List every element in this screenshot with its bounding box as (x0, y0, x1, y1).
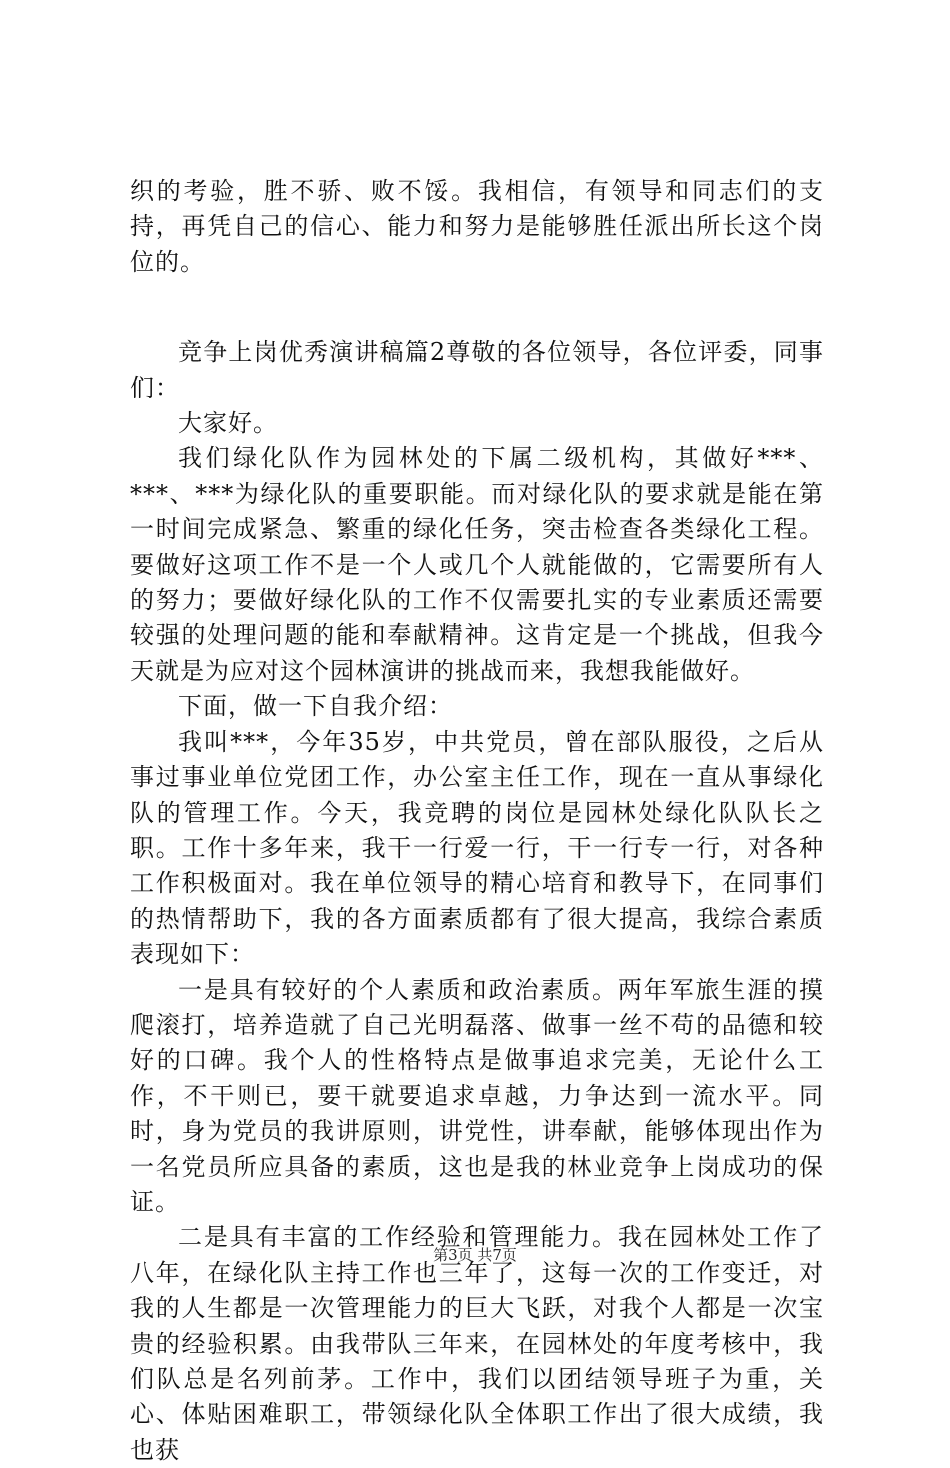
paragraph: 一是具有较好的个人素质和政治素质。两年军旅生涯的摸爬滚打，培养造就了自己光明磊落、做事一丝不苟的品德和较好的口碑。我个人的性格特点是做事追求完美，无论什么工作，不干则已，要干就要追求卓越，力争达到一流水平。同时，身为党员的我讲原则，讲党性，讲奉献，能够体现出作为一名党员所应具备的素质，这也是我的林业竞争上岗成功的保证。 (130, 975, 824, 1216)
paragraph-heading: 竞争上岗优秀演讲稿篇2尊敬的各位领导，各位评委，同事们： (130, 338, 824, 402)
paragraph: 我叫***，今年35岁，中共党员，曾在部队服役，之后从事过事业单位党团工作，办公室主任工作，现在一直从事绿化队的管理工作。今天，我竞聘的岗位是园林处绿化队队长之职。工作十多年来，我干一行爱一行，干一行专一行，对各种工作积极面对。我在单位领导的精心培育和教导下，在同事们的热情帮助下，我的各方面素质都有了很大提高，我综合素质表现如下： (130, 727, 824, 969)
paragraph: 二是具有丰富的工作经验和管理能力。我在园林处工作了八年，在绿化队主持工作也三年了，这每一次的工作变迁，对我的人生都是一次管理能力的巨大飞跃，对我个人都是一次宝贵的经验积累。由我带队三年来，在园林处的年度考核中，我们队总是名列前茅。工作中，我们以团结领导班子为重，关心、体贴困难职工，带领绿化队全体职工作出了很大成绩，我也获 (130, 1223, 824, 1464)
paragraph: 下面，做一下自我介绍： (178, 692, 453, 721)
paragraph: 我们绿化队作为园林处的下属二级机构，其做好***、***、***为绿化队的重要职能。而对绿化队的要求就是能在第一时间完成紧急、繁重的绿化任务，突击检查各类绿化工程。要做好这项工作不是一个人或几个人就能做的，它需要所有人的努力；要做好绿化队的工作不仅需要扎实的专业素质还需要较强的处理问题的能和奉献精神。这肯定是一个挑战，但我今天就是为应对这个园林演讲的挑战而来，我想我能做好。 (130, 444, 824, 685)
paragraph-greeting: 大家好。 (178, 409, 278, 438)
paragraph-continuation: 织的考验，胜不骄、败不馁。我相信，有领导和同志们的支持，再凭自己的信心、能力和努力是能够胜任派出所长这个岗位的。 (130, 177, 824, 276)
document-body (130, 174, 824, 1468)
page-footer: 第3页 共7页 (433, 1246, 517, 1264)
paragraph-gap (130, 280, 824, 335)
